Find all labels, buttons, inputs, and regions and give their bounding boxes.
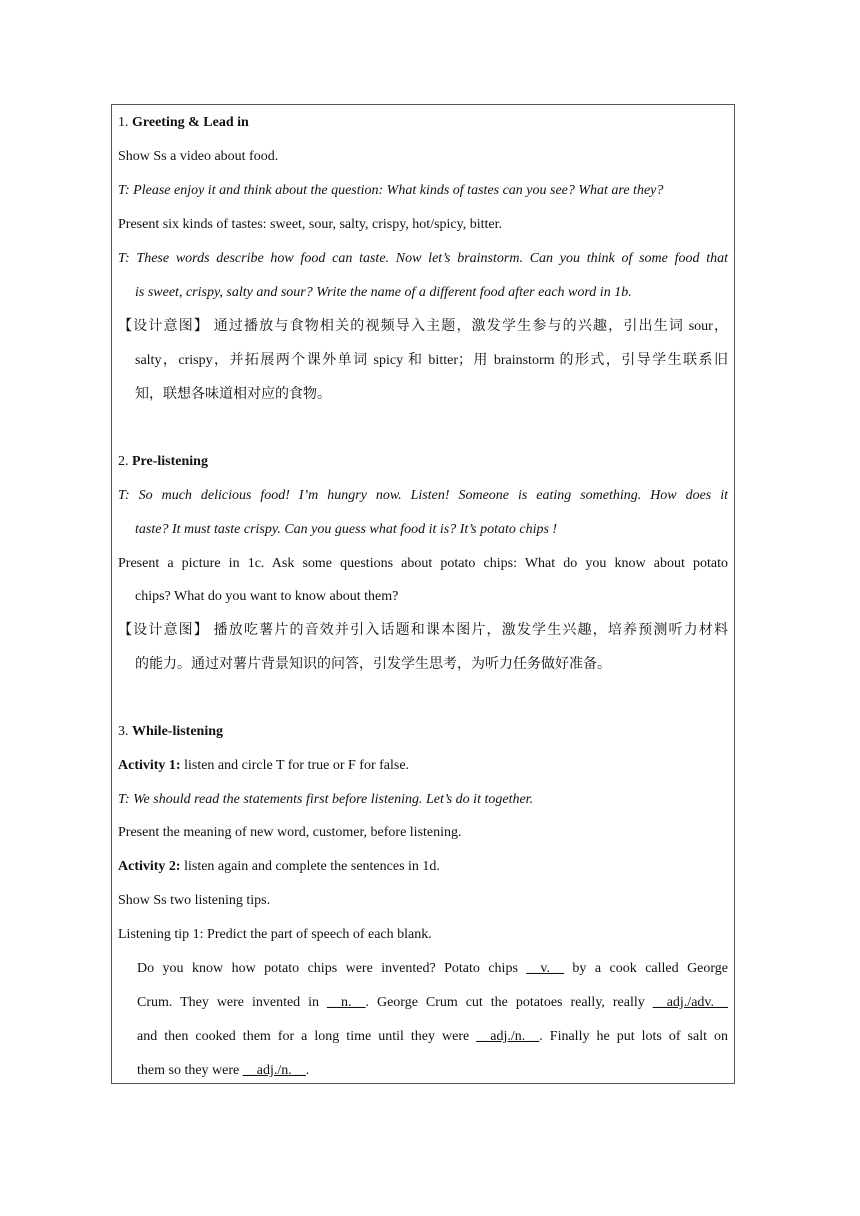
cloze-line: and then cooked them for a long time until they were __adj./n.__. Finally he put lots of salt on [137, 1029, 729, 1044]
design-intent-line: 知，联想各味道相对应的食物。 [135, 387, 331, 402]
cloze-line: Do you know how potato chips were invented? Potato chips __v.__ by a cook called George [137, 961, 729, 976]
activity-1-line [118, 757, 728, 774]
design-intent-line: 【设计意图】 通过播放与食物相关的视频导入主题，激发学生参与的兴趣，引出生词 sour， [118, 319, 728, 334]
paragraph-line: Present the meaning of new word, customer, before listening. [118, 825, 462, 840]
section-1-heading [118, 114, 728, 131]
design-intent-line: 【设计意图】 播放吃薯片的音效并引入话题和课本图片，激发学生兴趣，培养预测听力材料 [118, 623, 728, 638]
paragraph-line: Show Ss two listening tips. [118, 893, 271, 908]
paragraph-line: chips? What do you want to know about them? [135, 589, 399, 604]
activity-text: listen and circle T for true or F for false. [180, 758, 410, 773]
section-number: 1. [118, 115, 132, 130]
teacher-line-continued: is sweet, crispy, salty and sour? Write the name of a different food after each word in 1b. [135, 285, 632, 300]
design-intent-line: salty，crispy，并拓展两个课外单词 spicy 和 bitter；用 brainstorm 的形式，引导学生联系旧 [135, 353, 728, 368]
cloze-blank: __adj./n.__ [476, 1029, 540, 1044]
cloze-blank: __adj./n.__ [242, 1063, 306, 1078]
cloze-blank: __v.__ [526, 961, 564, 976]
teacher-line-continued: taste? It must taste crispy. Can you guess what food it is? It’s potato chips ! [135, 522, 558, 537]
listening-tip-line: Listening tip 1: Predict the part of speech of each blank. [118, 927, 432, 942]
section-title: Pre-listening [132, 454, 208, 469]
section-title: While-listening [132, 724, 224, 739]
section-number: 3. [118, 724, 132, 739]
paragraph-line: Show Ss a video about food. [118, 149, 279, 164]
section-title: Greeting & Lead in [132, 115, 249, 130]
teacher-line: T: So much delicious food! I’m hungry now. Listen! Someone is eating something. How does it [118, 488, 728, 503]
cloze-line: them so they were __adj./n.__. [137, 1063, 310, 1078]
section-number: 2. [118, 454, 132, 469]
cloze-line: Crum. They were invented in __n.__. George Crum cut the potatoes really, really __adj./adv.__ [137, 995, 729, 1010]
paragraph-line: Present a picture in 1c. Ask some questions about potato chips: What do you know about potato [118, 556, 728, 571]
paragraph-line: Present six kinds of tastes: sweet, sour, salty, crispy, hot/spicy, bitter. [118, 217, 503, 232]
cloze-blank: __n.__ [327, 995, 366, 1010]
teacher-line: T: Please enjoy it and think about the question: What kinds of tastes can you see? What are they? [118, 183, 664, 198]
activity-text: listen again and complete the sentences in 1d. [180, 859, 440, 874]
teacher-line: T: We should read the statements first before listening. Let’s do it together. [118, 792, 534, 807]
activity-label: Activity 1: [118, 758, 181, 773]
activity-label: Activity 2: [118, 859, 181, 874]
activity-2-line [118, 858, 728, 875]
cloze-blank: __adj./adv.__ [652, 995, 729, 1010]
teacher-line: T: These words describe how food can taste. Now let’s brainstorm. Can you think of some food that [118, 251, 728, 266]
section-3-heading [118, 723, 728, 740]
design-intent-line: 的能力。通过对薯片背景知识的问答，引发学生思考，为听力任务做好准备。 [135, 657, 611, 672]
section-2-heading [118, 453, 728, 470]
